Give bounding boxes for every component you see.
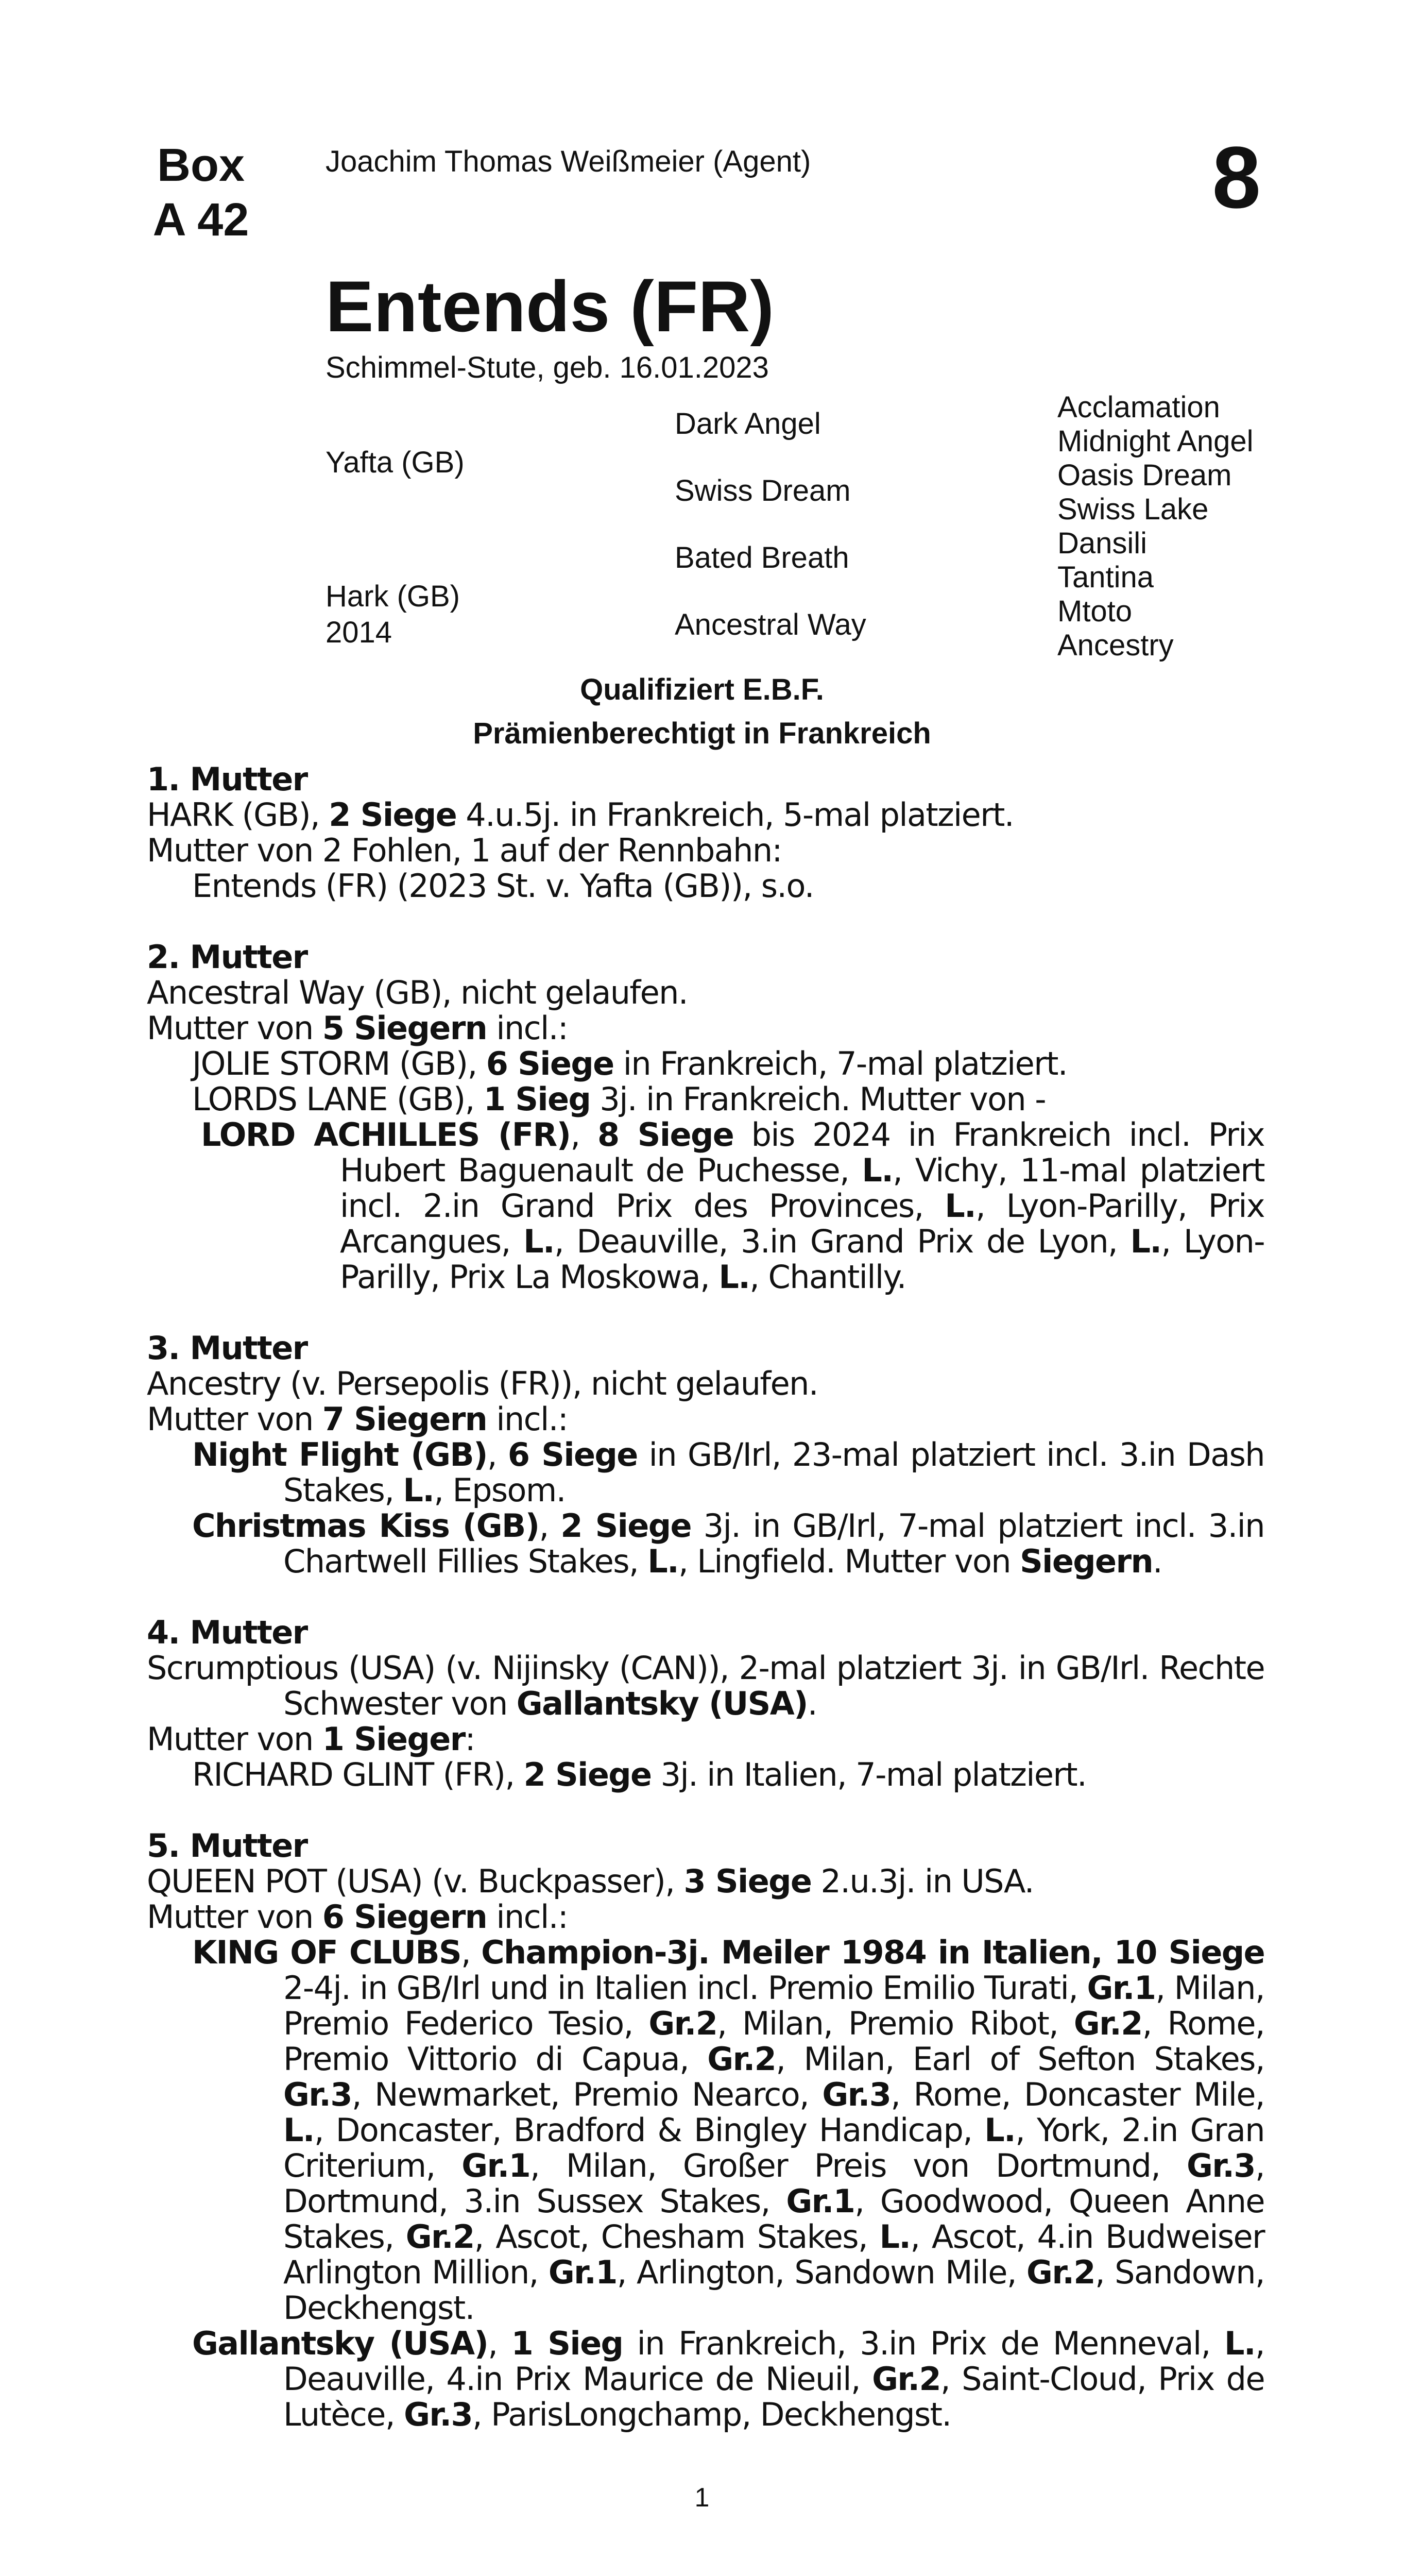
pedigree-gen3-name: Ancestry xyxy=(1057,629,1174,662)
pedigree-sire-sire: Dark Angel xyxy=(675,407,821,440)
dam-line: HARK (GB), 2 Siege 4.u.5j. in Frankreich, 5-mal platziert. xyxy=(147,796,1014,834)
pedigree-dam-sire: Bated Breath xyxy=(675,541,849,574)
produce-line: Mutter von 7 Siegern incl.: xyxy=(147,1400,568,1438)
box-label: Box xyxy=(157,140,245,191)
pedigree-gen3-name: Mtoto xyxy=(1057,595,1133,628)
horse-name: Entends (FR) xyxy=(326,266,775,347)
offspring-line: Entends (FR) (2023 St. v. Yafta (GB)), s.o. xyxy=(192,867,814,905)
offspring-line: Night Flight (GB), 6 Siege in GB/Irl, 23-mal platziert incl. 3.in Dash Stakes, L., Epsom. xyxy=(192,1436,1264,1509)
offspring-line: Gallantsky (USA), 1 Sieg in Frankreich, 3.in Prix de Menneval, L., Deauville, 4.in Prix Maurice de Nieuil, Gr.2, Saint-Cloud, Prix de Lutèce, Gr.3, ParisLongchamp, Deckhengst. xyxy=(192,2325,1265,2433)
offspring-line: LORDS LANE (GB), 1 Sieg 3j. in Frankreich. Mutter von - xyxy=(192,1080,1046,1118)
section-1st-dam xyxy=(147,761,1264,904)
agent-name: Joachim Thomas Weißmeier (Agent) xyxy=(326,145,811,178)
dam-line: Ancestry (v. Persepolis (FR)), nicht gelaufen. xyxy=(147,1365,818,1402)
section-title: 4. Mutter xyxy=(147,1614,307,1651)
produce-line: Mutter von 5 Siegern incl.: xyxy=(147,1009,568,1047)
lot-number: 8 xyxy=(1212,129,1261,227)
pedigree-gen3-name: Acclamation xyxy=(1057,391,1220,424)
dam-line: Ancestral Way (GB), nicht gelaufen. xyxy=(147,974,688,1011)
produce-line: Mutter von 6 Siegern incl.: xyxy=(147,1898,568,1936)
offspring-line: KING OF CLUBS, Champion-3j. Meiler 1984 in Italien, 10 Siege 2-4j. in GB/Irl und in Italien incl. Premio Emilio Turati, Gr.1, Milan, Premio Federico Tesio, Gr.2, Milan, Premio Ribot, Gr.2, Rome, Premio Vittorio di Capua, Gr.2, Milan, Earl of Sefton Stakes, Gr.3, Newmarket, Premio Nearco, Gr.3, Rome, Doncaster Mile, L., Doncaster, Bradford & Bingley Handicap, L., York, 2.in Gran Criterium, Gr.1, Milan, Großer Preis von Dortmund, Gr.3, Dortmund, 3.in Sussex Stakes, Gr.1, Goodwood, Queen Anne Stakes, Gr.2, Ascot, Chesham Stakes, L., Ascot, 4.in Budweiser Arlington Million, Gr.1, Arlington, Sandown Mile, Gr.2, Sandown, Deckhengst. xyxy=(192,1934,1265,2327)
section-3rd-dam xyxy=(147,1330,1264,1579)
section-4th-dam xyxy=(147,1615,1264,1792)
section-title: 3. Mutter xyxy=(147,1329,307,1367)
pedigree-sire-dam: Swiss Dream xyxy=(675,474,851,507)
premium-note: Prämienberechtigt in Frankreich xyxy=(473,717,931,750)
pedigree-gen3-name: Tantina xyxy=(1057,561,1154,594)
pedigree-gen3-name: Midnight Angel xyxy=(1057,425,1254,458)
pedigree-gen3-name: Oasis Dream xyxy=(1057,459,1232,492)
pedigree-sire: Yafta (GB) xyxy=(326,446,465,479)
pedigree-dam: Hark (GB) xyxy=(326,580,460,613)
pedigree-third-generation xyxy=(1057,391,1253,663)
pedigree-gen3-name: Dansili xyxy=(1057,527,1148,560)
offspring-line: JOLIE STORM (GB), 6 Siege in Frankreich, 7-mal platziert. xyxy=(192,1045,1067,1082)
section-title: 5. Mutter xyxy=(147,1827,307,1865)
box-number: A 42 xyxy=(152,194,249,246)
section-title: 1. Mutter xyxy=(147,760,307,798)
section-5th-dam xyxy=(147,1828,1264,2432)
birth-info: Schimmel-Stute, geb. 16.01.2023 xyxy=(326,351,769,384)
pedigree-dam-year: 2014 xyxy=(326,616,392,649)
dam-line: QUEEN POT (USA) (v. Buckpasser), 3 Siege 2.u.3j. in USA. xyxy=(147,1862,1034,1900)
pedigree-gen3-name: Swiss Lake xyxy=(1057,493,1209,526)
pedigree-dam-dam: Ancestral Way xyxy=(675,608,866,641)
produce-line: Mutter von 2 Fohlen, 1 auf der Rennbahn: xyxy=(147,832,782,869)
produce-line: Mutter von 1 Sieger: xyxy=(147,1720,475,1758)
offspring-line: RICHARD GLINT (FR), 2 Siege 3j. in Italien, 7-mal platziert. xyxy=(192,1756,1087,1793)
qualified-note: Qualifiziert E.B.F. xyxy=(580,673,824,706)
grand-offspring-line: LORD ACHILLES (FR), 8 Siege bis 2024 in Frankreich incl. Prix Hubert Baguenault de Puchesse, L., Vichy, 11-mal platziert incl. 2.in Grand Prix des Provinces, L., Lyon-Parilly, Prix Arcangues, L., Deauville, 3.in Grand Prix de Lyon, L., Lyon-Parilly, Prix La Moskowa, L., Chantilly. xyxy=(201,1116,1265,1296)
box-label-block xyxy=(144,138,258,247)
section-title: 2. Mutter xyxy=(147,938,307,976)
dam-line: Scrumptious (USA) (v. Nijinsky (CAN)), 2-mal platziert 3j. in GB/Irl. Rechte Schwester von Gallantsky (USA). xyxy=(147,1649,1264,1722)
offspring-line: Christmas Kiss (GB), 2 Siege 3j. in GB/Irl, 7-mal platziert incl. 3.in Chartwell Fillies Stakes, L., Lingfield. Mutter von Siegern. xyxy=(192,1507,1264,1580)
page-number: 1 xyxy=(694,2483,710,2513)
section-2nd-dam xyxy=(147,939,1264,1295)
dam-line-content xyxy=(147,761,1264,2432)
